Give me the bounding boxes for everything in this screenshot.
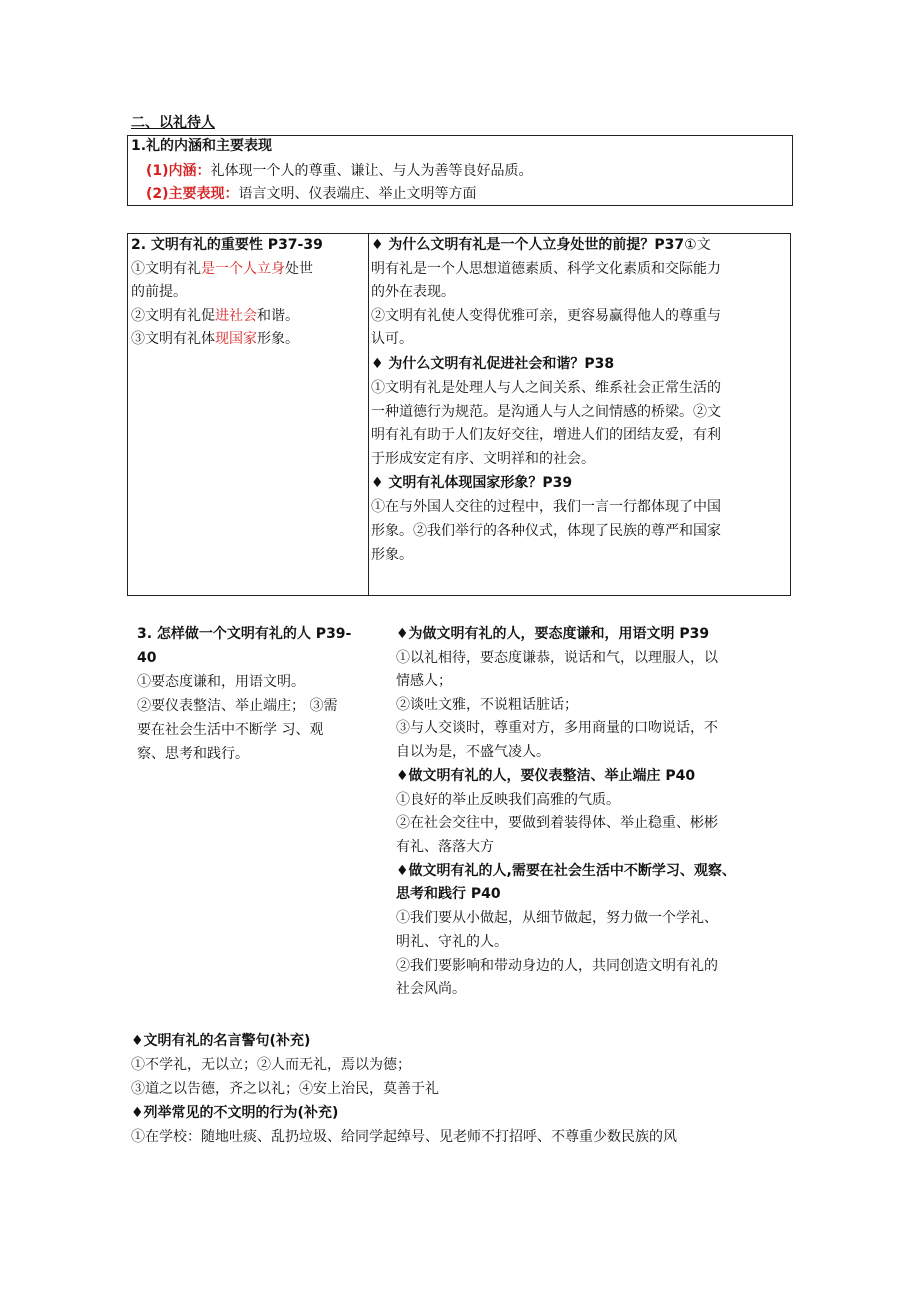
box2-right-a1-line: 认可。 bbox=[371, 331, 413, 347]
box2-right-a2-line: 明有礼有助于人们友好交往，增进人们的团结友爱，有利 bbox=[371, 427, 721, 443]
section3-heading: 3. 怎样做一个文明有礼的人 P39- bbox=[137, 626, 352, 642]
box2-left-line3 bbox=[131, 305, 299, 328]
section3-left-line: 要在社会生活中不断学 习、观 bbox=[137, 722, 324, 738]
section3-right-a3-line: ②我们要影响和带动身边的人，共同创造文明有礼的 bbox=[396, 958, 718, 974]
box1-item2 bbox=[146, 183, 477, 206]
box1-item2-text: 语言文明、仪表端庄、举止文明等方面 bbox=[238, 186, 477, 202]
box1-item1-text: 礼体现一个人的尊重、谦让、与人为善等良好品质。 bbox=[210, 163, 533, 179]
extra-a2-line: ①在学校：随地吐痰、乱扔垃圾、给同学起绰号、见老师不打招呼、不尊重少数民族的风 bbox=[131, 1129, 677, 1145]
box2-right-a2-line: ①文明有礼是处理人与人之间关系、维系社会正常生活的 bbox=[371, 380, 721, 396]
section3-right-q3: ♦做文明有礼的人,需要在社会生活中不断学习、观察、 bbox=[396, 863, 736, 879]
section3-right-a3-line: 社会风尚。 bbox=[396, 981, 466, 997]
box1-heading: 1.礼的内涵和主要表现 bbox=[131, 138, 273, 154]
extra-q1: ♦文明有礼的名言警句(补充) bbox=[131, 1033, 311, 1049]
box2-left-heading: 2. 文明有礼的重要性 P37-39 bbox=[131, 237, 323, 253]
extra-q2: ♦列举常见的不文明的行为(补充) bbox=[131, 1105, 339, 1121]
extra-a1-line: ③道之以告德，齐之以礼；④安上治民，莫善于礼 bbox=[131, 1081, 439, 1097]
box2-right-q2: ♦ 为什么文明有礼促进社会和谐？P38 bbox=[371, 356, 615, 372]
section3-right-a1-line: 情感人； bbox=[396, 673, 452, 689]
section3-right-q3-cont: 思考和践行 P40 bbox=[396, 886, 501, 902]
section3-right-a3-line: ①我们要从小做起，从细节做起，努力做一个学礼、 bbox=[396, 910, 718, 926]
box2-left-line4 bbox=[131, 328, 299, 351]
section-title: 二、以礼待人 bbox=[131, 115, 215, 131]
box2-left-l1b: 是一个人立身 bbox=[201, 261, 285, 277]
box2-right-a2-line: 一种道德行为规范。是沟通人与人之间情感的桥梁。②文 bbox=[371, 404, 721, 420]
section3-right-a1-line: 自以为是，不盛气凌人。 bbox=[396, 744, 550, 760]
section3-left-line: ②要仪表整洁、举止端庄； ③需 bbox=[137, 698, 338, 714]
section3-right-a1-line: ①以礼相待，要态度谦恭，说话和气，以理服人，以 bbox=[396, 650, 718, 666]
section3-right-a1-line: ②谈吐文雅，不说粗话脏话； bbox=[396, 697, 578, 713]
table-divider bbox=[368, 233, 369, 596]
box2-left-l1a: ①文明有礼 bbox=[131, 261, 201, 277]
box2-right-a1-line: 的外在表现。 bbox=[371, 284, 455, 300]
box2-left-l3b: 进社会 bbox=[215, 308, 257, 324]
box2-right-a2-line: 于形成安定有序、文明祥和的社会。 bbox=[371, 451, 595, 467]
box2-right-q1-tail: ①文 bbox=[684, 237, 711, 253]
section3-right-a2-line: 有礼、落落大方 bbox=[396, 839, 494, 855]
section3-right-q2: ♦做文明有礼的人，要仪表整洁、举止端庄 P40 bbox=[396, 768, 696, 784]
box2-right-q3: ♦ 文明有礼体现国家形象？P39 bbox=[371, 475, 573, 491]
box1-item2-label: (2)主要表现： bbox=[146, 186, 239, 202]
box2-right-a1-line: 明有礼是一个人思想道德素质、科学文化素质和交际能力 bbox=[371, 261, 721, 277]
box1-item1-label: (1)内涵： bbox=[146, 163, 211, 179]
section3-right-a1-line: ③与人交谈时，尊重对方，多用商量的口吻说话，不 bbox=[396, 720, 718, 736]
section3-right-a2-line: ②在社会交往中，要做到着装得体、举止稳重、彬彬 bbox=[396, 815, 718, 831]
box2-left-l3a: ②文明有礼促 bbox=[131, 308, 215, 324]
section3-heading-cont: 40 bbox=[137, 650, 157, 666]
box2-left-l1c: 处世 bbox=[285, 261, 313, 277]
box2-right-a3-line: 形象。 bbox=[371, 547, 413, 563]
box2-right-q1-text: ♦ 为什么文明有礼是一个人立身处世的前提？P37 bbox=[371, 237, 685, 253]
section3-left-line: 察、思考和践行。 bbox=[137, 746, 249, 762]
box2-left-line1 bbox=[131, 258, 313, 281]
section3-left-line: ①要态度谦和，用语文明。 bbox=[137, 674, 305, 690]
box2-left-l4a: ③文明有礼体 bbox=[131, 331, 215, 347]
section3-right-a2-line: ①良好的举止反映我们高雅的气质。 bbox=[396, 792, 620, 808]
box2-left-line2: 的前提。 bbox=[131, 284, 187, 300]
box2-right-a3-line: 形象。②我们举行的各种仪式，体现了民族的尊严和国家 bbox=[371, 523, 721, 539]
box2-right-a1-line: ②文明有礼使人变得优雅可亲，更容易赢得他人的尊重与 bbox=[371, 308, 721, 324]
extra-a1-line: ①不学礼，无以立；②人而无礼，焉以为德； bbox=[131, 1057, 411, 1073]
box2-left-l4b: 现国家 bbox=[215, 331, 257, 347]
section3-right-a3-line: 明礼、守礼的人。 bbox=[396, 934, 508, 950]
box1-item1 bbox=[146, 160, 533, 183]
box2-left-l4c: 形象。 bbox=[257, 331, 299, 347]
section3-right-q1: ♦为做文明有礼的人，要态度谦和，用语文明 P39 bbox=[396, 626, 710, 642]
box2-right-a3-line: ①在与外国人交往的过程中，我们一言一行都体现了中国 bbox=[371, 499, 721, 515]
box2-left-l3c: 和谐。 bbox=[257, 308, 299, 324]
box2-right-q1 bbox=[371, 234, 711, 257]
